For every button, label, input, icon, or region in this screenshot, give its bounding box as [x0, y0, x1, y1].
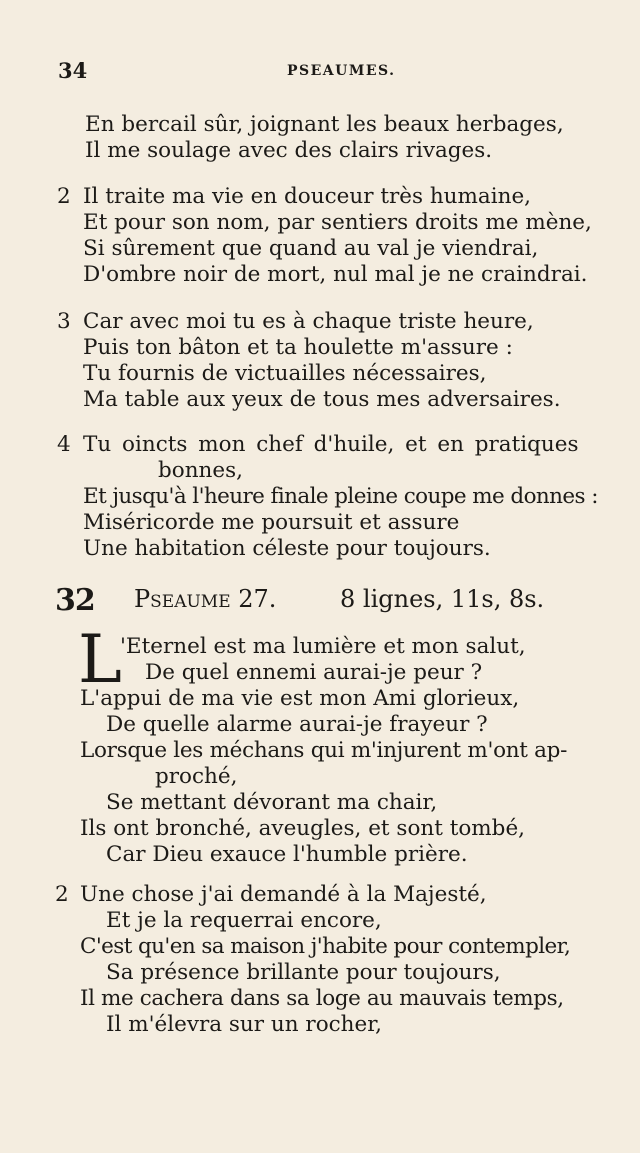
verse-line: Lorsque les méchans qui m'injurent m'ont ap-: [80, 738, 568, 763]
psalm-title: Pseaume 27.: [134, 585, 277, 613]
verse-line: Il me soulage avec des clairs rivages.: [85, 138, 493, 163]
verse-line: Ma table aux yeux de tous mes adversaires.: [83, 387, 561, 412]
verse-line: Miséricorde me poursuit et assure: [83, 510, 460, 535]
verse-line: bonnes,: [158, 458, 243, 483]
psalm-number: 32: [55, 583, 95, 618]
verse-line: Puis ton bâton et ta houlette m'assure :: [83, 335, 513, 360]
verse-line: Une habitation céleste pour toujours.: [83, 536, 491, 561]
psalm-meter: 8 lignes, 11s, 8s.: [340, 585, 545, 613]
verse-number: 2: [55, 882, 69, 907]
verse-line: Tu fournis de victuailles nécessaires,: [83, 361, 487, 386]
verse-line: De quel ennemi aurai-je peur ?: [145, 660, 483, 685]
running-title: PSEAUMES.: [287, 63, 396, 79]
verse-number: 2: [57, 184, 71, 209]
page-number: 34: [58, 58, 88, 83]
verse-line: Et pour son nom, par sentiers droits me mène,: [83, 210, 592, 235]
verse-line: Sa présence brillante pour toujours,: [106, 960, 501, 985]
verse-line: Il me cachera dans sa loge au mauvais temps,: [80, 986, 564, 1011]
verse-line: Et jusqu'à l'heure finale pleine coupe me donnes :: [83, 484, 598, 509]
verse-line: En bercail sûr, joignant les beaux herbages,: [85, 112, 564, 137]
verse-line: Il m'élevra sur un rocher,: [106, 1012, 383, 1037]
verse-line: Et je la requerrai encore,: [106, 908, 382, 933]
verse-line: Se mettant dévorant ma chair,: [106, 790, 438, 815]
verse-line: Si sûrement que quand au val je viendrai,: [83, 236, 539, 261]
verse-number: 4: [57, 432, 71, 457]
verse-line: Ils ont bronché, aveugles, et sont tombé,: [80, 816, 526, 841]
verse-line: C'est qu'en sa maison j'habite pour contempler,: [80, 934, 571, 959]
verse-number: 3: [57, 309, 71, 334]
verse-line: Car avec moi tu es à chaque triste heure,: [83, 309, 534, 334]
verse-line: L'appui de ma vie est mon Ami glorieux,: [80, 686, 520, 711]
verse-line: D'ombre noir de mort, nul mal je ne craindrai.: [83, 262, 588, 287]
verse-line: 'Eternel est ma lumière et mon salut,: [120, 634, 526, 659]
verse-line: proché,: [155, 764, 238, 789]
verse-line: Une chose j'ai demandé à la Majesté,: [80, 882, 487, 907]
verse-line: Car Dieu exauce l'humble prière.: [106, 842, 468, 867]
verse-line: Il traite ma vie en douceur très humaine,: [83, 184, 532, 209]
verse-line: De quelle alarme aurai-je frayeur ?: [106, 712, 488, 737]
verse-line: Tu oincts mon chef d'huile, et en pratiques: [83, 432, 579, 457]
drop-cap: L: [78, 621, 122, 698]
